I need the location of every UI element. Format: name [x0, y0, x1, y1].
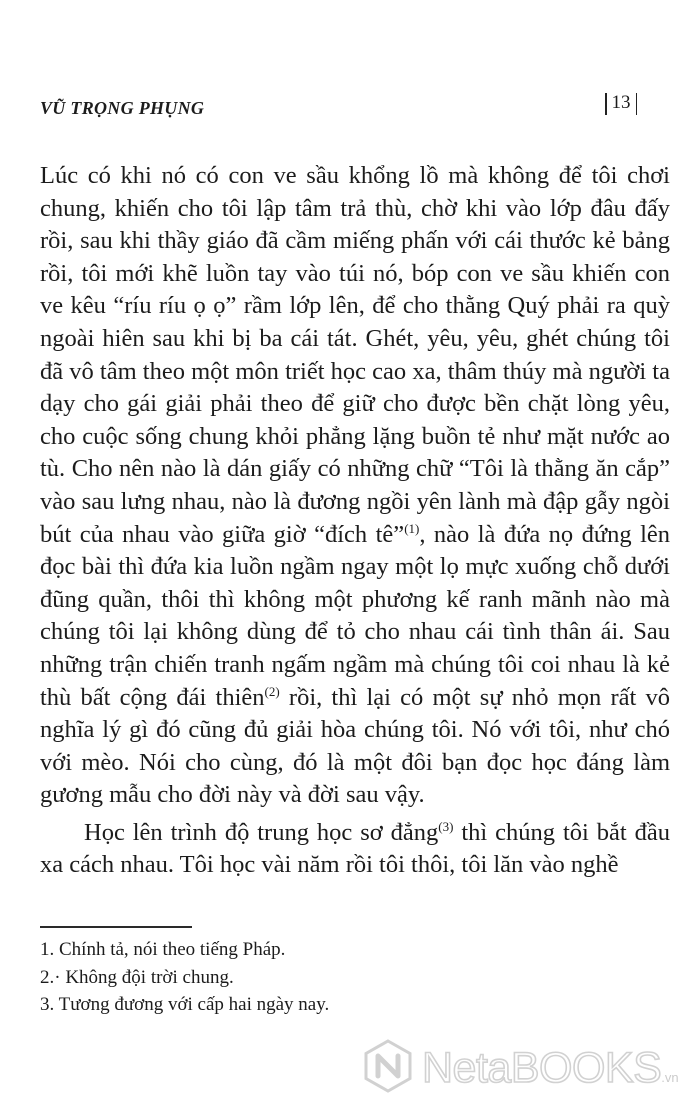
watermark-suffix: .vn — [661, 1070, 679, 1085]
paragraph-2 — [40, 817, 670, 882]
watermark-text — [422, 1044, 679, 1093]
footnote-1: 1. Chính tả, nói theo tiếng Pháp. — [40, 939, 286, 960]
paragraph-1-text-c: rồi, thì lại có một sự nhỏ mọn rất vô nghĩa lý gì đó cũng đủ giải hòa chúng tôi. Nó với tôi, như chó với mèo. Nói cho cùng, đó là một đôi bạn đọc học đáng làm gương mẫu cho đời này và đời sau vậy. — [40, 683, 670, 809]
paragraph-1 — [40, 160, 670, 812]
footnote-2: 2.· Không đội trời chung. — [40, 966, 234, 988]
watermark-brand: NetaBOOKS — [422, 1044, 662, 1092]
paragraph-1-text-a: Lúc có khi nó có con ve sầu khổng lồ mà không để tôi chơi chung, khiến cho tôi lập tâm trả thù, chờ khi vào lớp đâu đấy rồi, sau khi thầy giáo đã cầm miếng phấn với cái thước kẻ bảng rồi, tôi mới khẽ luồn tay vào túi nó, bóp con ve sầu khiến con ve kêu “ríu ríu ọ ọ” rầm lớp lên, để cho thằng Quý phải ra quỳ ngoài hiên sau khi bị ba cái tát. Ghét, yêu, yêu, ghét chúng tôi đã vô tâm theo một môn triết học cao xa, thâm thúy mà người ta dạy cho gái giải phải theo để giữ cho được bền chặt lòng yêu, cho cuộc sống chung khỏi phẳng lặng buồn tẻ như mặt nước ao tù. Cho nên nào là dán giấy có những chữ “Tôi là thằng ăn cắp” vào sau lưng nhau, nào là đương ngồi yên lành mà đập gẫy ngòi bút của nhau vào giữa giờ “đích tê” — [40, 162, 670, 548]
running-header — [40, 92, 642, 122]
page-number-left-bar — [605, 93, 607, 115]
footnote-3: 3. Tương đương với cấp hai ngày nay. — [40, 994, 330, 1015]
footnote-ref-1: (1) — [404, 520, 420, 536]
author-name: VŨ TRỌNG PHỤNG — [40, 98, 205, 118]
netabooks-logo-icon — [360, 1038, 416, 1094]
footnotes — [40, 936, 600, 1019]
page-number — [600, 92, 642, 115]
footnote-ref-2: (2) — [264, 683, 280, 699]
page-number-value: 13 — [611, 92, 631, 113]
footnote-divider — [40, 926, 192, 928]
body-text — [40, 160, 670, 882]
footnote-ref-3: (3) — [438, 818, 454, 834]
watermark — [360, 1030, 690, 1100]
paragraph-2-text-b: thì chúng tôi bắt đầu xa cách nhau. Tôi học vài năm rồi tôi thôi, tôi lăn vào nghề — [40, 818, 670, 879]
paragraph-1-text-b: , nào là đứa nọ đứng lên đọc bài thì đứa kia luồn ngầm ngay một lọ mực xuống chỗ dưới đũng quần, thôi thì không một phương kế ranh mãnh nào mà chúng tôi lại không dùng để tỏ cho nhau cái tình thân ái. Sau những trận chiến tranh ngấm ngầm mà chúng tôi coi nhau là kẻ thù bất cộng đái thiên — [40, 520, 671, 711]
paragraph-2-text-a: Học lên trình độ trung học sơ đẳng — [84, 818, 439, 846]
page-number-right-bar — [636, 93, 638, 115]
